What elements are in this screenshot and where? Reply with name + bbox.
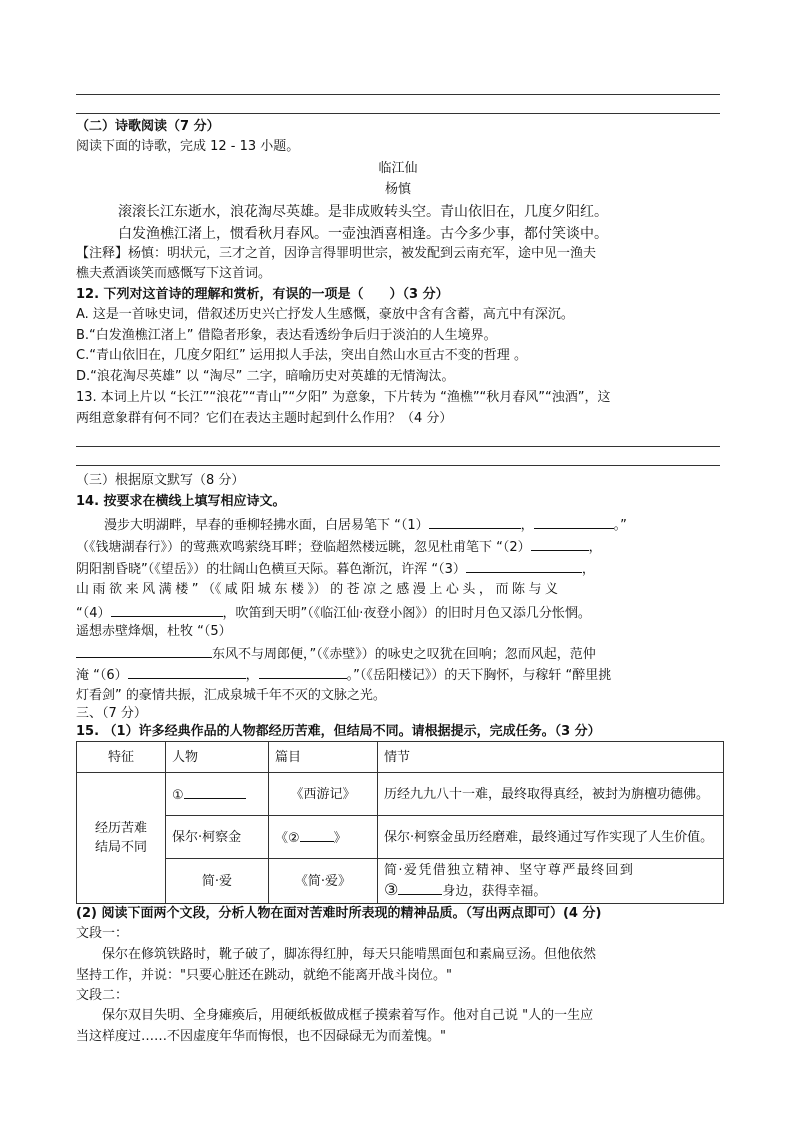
section-title: 三、（7 分） bbox=[76, 706, 147, 721]
table-header: 情节 bbox=[378, 742, 724, 773]
answer-line bbox=[76, 94, 720, 95]
passage-text: 当这样度过……不因虚度年华而悔恨，也不因碌碌无为而羞愧。" bbox=[76, 1029, 446, 1044]
fill-blank-1b[interactable] bbox=[534, 514, 614, 529]
recitation-text: 灯看剑” 的豪情共振，汇成泉城千年不灭的文脉之光。 bbox=[76, 688, 386, 703]
recitation-text: “（4） ，吹笛到天明”（《临江仙·夜登小阁》）的旧时月色又添几分怅惘。 bbox=[76, 602, 720, 624]
question-13: 两组意象群有何不同？它们在表达主题时起到什么作用？（4 分） bbox=[76, 411, 453, 426]
plot-cell: 保尔·柯察金虽历经磨难，最终通过写作实现了人生价值。 bbox=[378, 816, 724, 859]
person-cell: 保尔·柯察金 bbox=[166, 816, 269, 859]
recitation-text: 东风不与周郎便，”（《赤壁》）的咏史之叹犹在回响；忽而风起，范仲 bbox=[76, 643, 720, 665]
recitation-text: 漫步大明湖畔，早春的垂柳轻拂水面，白居易笔下 “（1） ， 。” bbox=[76, 514, 748, 536]
fill-blank-table-1[interactable] bbox=[184, 784, 246, 799]
fill-blank-5[interactable] bbox=[76, 643, 212, 658]
fill-blank-table-3[interactable] bbox=[398, 880, 442, 895]
annotation: 【注释】杨慎：明状元，三才之首，因诤言得罪明世宗，被发配到云南充军，途中见一渔夫 bbox=[76, 246, 597, 261]
annotation: 樵夫煮酒谈笑而感慨写下这首词。 bbox=[76, 266, 272, 281]
option-a: A. 这是一首咏史词，借叙述历史兴亡抒发人生感慨，豪放中含有含蓄，高亢中有深沉。 bbox=[76, 307, 574, 322]
answer-line[interactable] bbox=[76, 465, 720, 466]
question-15-2: (2) 阅读下面两个文段，分析人物在面对苦难时所表现的精神品质。（写出两点即可）(4 分) bbox=[76, 906, 602, 921]
fill-blank-4[interactable] bbox=[111, 602, 223, 617]
book-cell: 《西游记》 bbox=[269, 773, 378, 816]
recitation-text: 遥想赤壁烽烟，杜牧 “（5） bbox=[76, 624, 232, 639]
passage-label: 文段一： bbox=[76, 926, 129, 941]
passage-label: 文段二： bbox=[76, 988, 129, 1003]
option-d: D.“浪花淘尽英雄” 以 “淘尽” 二字，暗喻历史对英雄的无情淘汰。 bbox=[76, 369, 455, 384]
recitation-text: 山 雨 欲 来 风 满 楼 ” （《 咸 阳 城 东 楼 》） 的 苍 凉 之 感 漫 上 心 头 ， 而 陈 与 义 bbox=[76, 582, 558, 597]
fill-blank-2[interactable] bbox=[531, 536, 589, 551]
section-title: （二）诗歌阅读（7 分） bbox=[76, 119, 220, 134]
book-cell: 《② 》 bbox=[269, 816, 378, 859]
question-13: 13. 本词上片以 “长江”“浪花”“青山”“夕阳” 为意象，下片转为 “渔樵”“秋月春风”“浊酒”，这 bbox=[76, 390, 611, 405]
section-title: （三）根据原文默写（8 分） bbox=[76, 473, 245, 488]
plot-cell: 简·爱凭借独立精神、坚守尊严最终回到 ③ 身边，获得幸福。 bbox=[378, 859, 724, 904]
table-header: 人物 bbox=[166, 742, 269, 773]
fill-blank-6b[interactable] bbox=[259, 664, 347, 679]
book-cell: 《简·爱》 bbox=[269, 859, 378, 904]
answer-line bbox=[76, 113, 720, 114]
person-cell: 简·爱 bbox=[166, 859, 269, 904]
plot-cell: 历经九九八十一难，最终取得真经，被封为旃檀功德佛。 bbox=[378, 773, 724, 816]
person-cell: ① bbox=[166, 773, 269, 816]
fill-blank-3[interactable] bbox=[466, 558, 582, 573]
question-12: 12. 下列对这首诗的理解和赏析，有误的一项是（ ）（3 分） bbox=[76, 287, 449, 302]
character-table bbox=[76, 741, 724, 904]
recitation-text: 淹 “（6） ， 。”（《岳阳楼记》）的天下胸怀，与稼轩 “醉里挑 bbox=[76, 664, 720, 686]
feature-cell: 经历苦难 结局不同 bbox=[77, 773, 166, 904]
fill-blank-1a[interactable] bbox=[429, 514, 521, 529]
answer-line[interactable] bbox=[76, 446, 720, 447]
recitation-text: 阴阳割昏晓”（《望岳》）的壮阔山色横亘天际。暮色渐沉，许浑 “（3） ， bbox=[76, 558, 720, 580]
passage-text: 坚持工作，并说："只要心脏还在跳动，就绝不能离开战斗岗位。" bbox=[76, 968, 452, 983]
fill-blank-table-2[interactable] bbox=[300, 827, 334, 842]
recitation-text: （《钱塘湖春行》）的莺燕欢鸣萦绕耳畔；登临超然楼远眺，忽见杜甫笔下 “（2） ， bbox=[76, 536, 720, 558]
option-c: C.“青山依旧在，几度夕阳红” 运用拟人手法，突出自然山水亘古不变的哲理 。 bbox=[76, 348, 527, 363]
poem-author: 杨慎 bbox=[384, 182, 411, 197]
instruction: 阅读下面的诗歌，完成 12 - 13 小题。 bbox=[76, 139, 300, 154]
poem-title: 临江仙 bbox=[378, 161, 418, 176]
poem-line: 白发渔樵江渚上，惯看秋月春风。一壶浊酒喜相逢。古今多少事，都付笑谈中。 bbox=[118, 226, 608, 242]
question-14: 14. 按要求在横线上填写相应诗文。 bbox=[76, 494, 286, 509]
passage-text: 保尔双目失明、全身瘫痪后，用硬纸板做成框子摸索着写作。他对自己说 "人的一生应 bbox=[102, 1008, 594, 1023]
question-15: 15. （1）许多经典作品的人物都经历苦难，但结局不同。请根据提示，完成任务。（3 分） bbox=[76, 724, 601, 739]
option-b: B.“白发渔樵江渚上” 借隐者形象，表达看透纷争后归于淡泊的人生境界。 bbox=[76, 328, 497, 343]
table-header: 篇目 bbox=[269, 742, 378, 773]
poem-line: 滚滚长江东逝水，浪花淘尽英雄。是非成败转头空。青山依旧在，几度夕阳红。 bbox=[118, 204, 608, 220]
table-header: 特征 bbox=[77, 742, 166, 773]
passage-text: 保尔在修筑铁路时，靴子破了，脚冻得红肿，每天只能啃黑面包和素扁豆汤。但他依然 bbox=[102, 947, 597, 962]
fill-blank-6a[interactable] bbox=[128, 664, 246, 679]
